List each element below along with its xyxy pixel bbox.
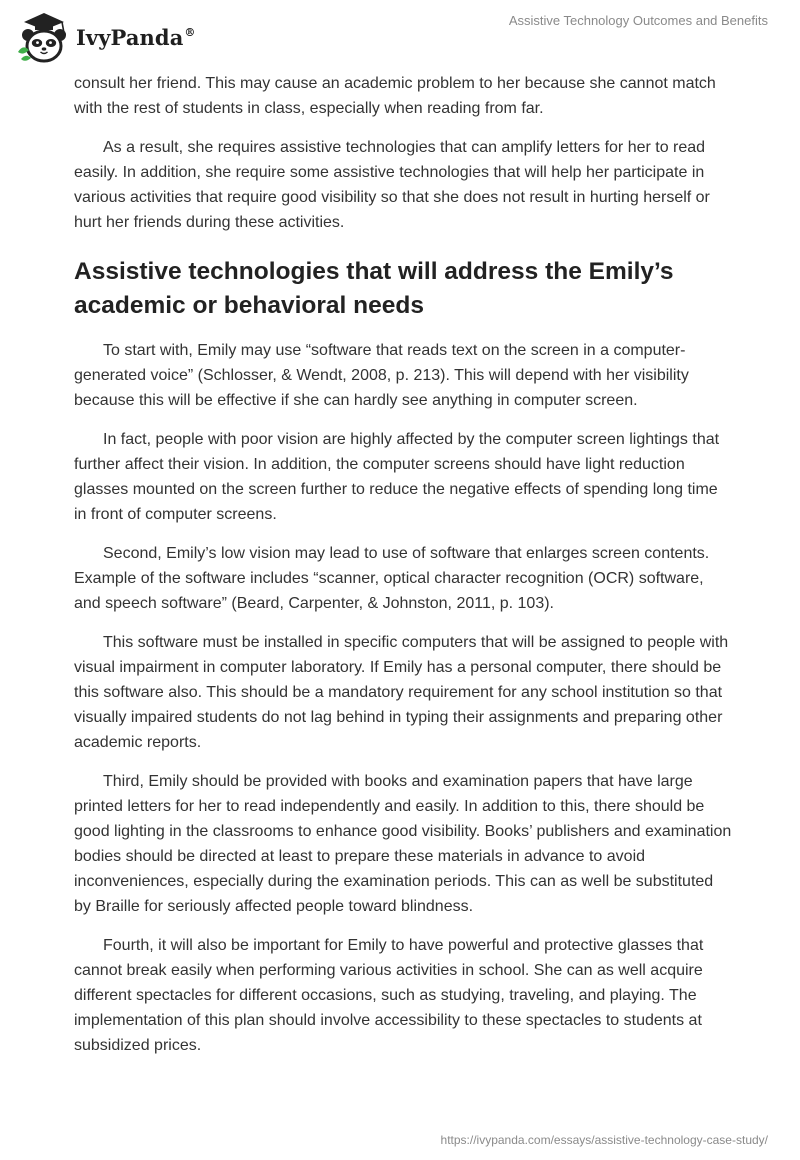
paragraph: consult her friend. This may cause an academic problem to her because she cannot match with the rest of students in class, especially when reading from far.	[74, 75, 716, 117]
paragraph: As a result, she requires assistive technologies that can amplify letters for her to read easily. In addition, she require some assistive technologies that will help her participate in various activities that require good visibility so that she does not result in hurting herself or hurt her friends during these activities.	[74, 139, 710, 231]
paragraph: Fourth, it will also be important for Emily to have powerful and protective glasses that cannot break easily when performing various activities in school. She can as well acquire different spectacles for different occasions, such as studying, traveling, and playing. The implementation of this plan should involve accessibility to these spectacles to students at subsidized prices.	[74, 937, 704, 1054]
paragraph: To start with, Emily may use “software that reads text on the screen in a computer-generated voice” (Schlosser, & Wendt, 2008, p. 213). This will depend with her visibility because this will be effective if she can hardly see anything in computer screen.	[74, 342, 689, 409]
paragraph: Third, Emily should be provided with books and examination papers that have large printed letters for her to read independently and easily. In addition to this, there should be good lighting in the classrooms to enhance good visibility. Books’ publishers and examination bodies should be directed at least to prepare these materials in advance to avoid inconveniences, especially during the examination periods. This can as well be substituted by Braille for seriously affected people toward blindness.	[74, 773, 732, 915]
page-header	[0, 0, 800, 72]
paragraph: Second, Emily’s low vision may lead to use of software that enlarges screen contents. Example of the software includes “scanner, optical character recognition (OCR) software, and speech software” (Beard, Carpenter, & Johnston, 2011, p. 103).	[74, 545, 710, 612]
article-body	[74, 71, 734, 1072]
paragraph: In fact, people with poor vision are highly affected by the computer screen lightings that further affect their vision. In addition, the computer screens should have light reduction glasses mounted on the screen further to reduce the negative effects of spending long time in front of computer screens.	[74, 431, 720, 523]
source-url[interactable]: https://ivypanda.com/essays/assistive-technology-case-study/	[440, 1133, 768, 1147]
panda-graduate-icon	[14, 8, 74, 66]
paragraph: This software must be installed in specific computers that will be assigned to people with visual impairment in computer laboratory. If Emily has a personal computer, there should be this software also. This should be a mandatory requirement for any school institution so that visually impaired students do not lag behind in typing their assignments and preparing other academic reports.	[74, 634, 729, 751]
ivypanda-logo[interactable]	[14, 8, 196, 66]
section-heading: Assistive technologies that will address the Emily’s academic or behavioral needs	[74, 258, 674, 319]
page-title: Assistive Technology Outcomes and Benefits	[508, 13, 768, 28]
brand-name: IvyPanda®	[76, 24, 196, 50]
